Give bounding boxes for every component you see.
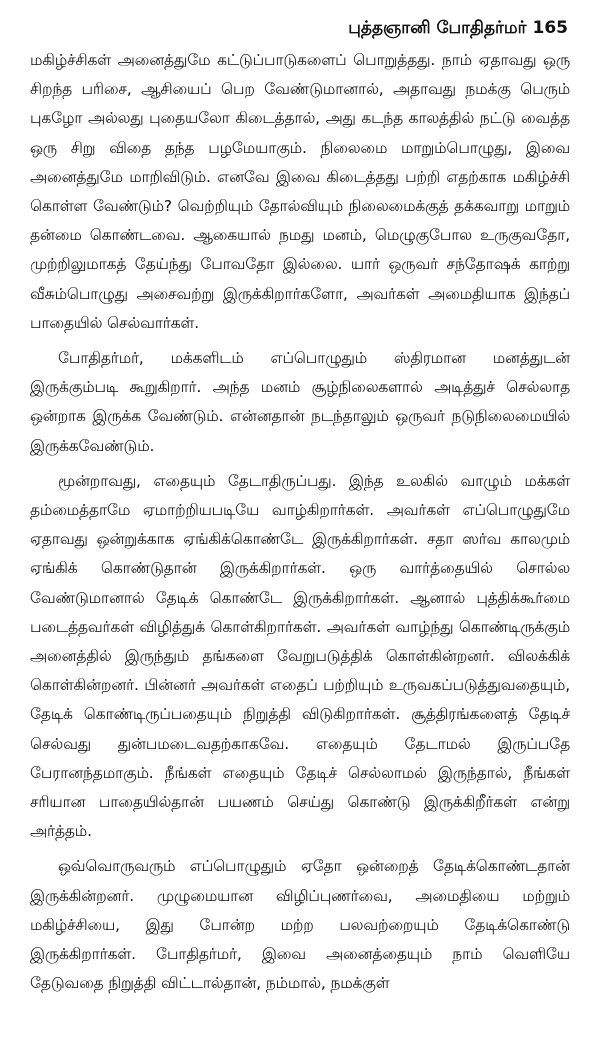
paragraph-1: மகிழ்ச்சிகள் அனைத்துமே கட்டுப்பாடுகளைப் பொறுத்தது. நாம் ஏதாவது ஒரு சிறந்த பரிசை, ஆசியைப் பெற வேண்டுமானால், அதாவது நமக்கு பெரும் புகழோ அல்லது புதையலோ கிடைத்தால், அது கடந்த காலத்தில் நட்டு வைத்த ஒரு சிறு விதை தந்த பழமேயாகும். நிலைமை மாறும்பொழுது, இவை அனைத்துமே மாறிவிடும். எனவே இவை கிடைத்தது பற்றி எதற்காக மகிழ்ச்சி கொள்ள வேண்டும்? வெற்றியும் தோல்வியும் நிலைமைக்குத் தக்கவாறு மாறும் தன்மை கொண்டவை. ஆகையால் நமது மனம், மெழுகுபோல உருகுவதோ, முற்றிலுமாகத் தேய்ந்து போவதோ இல்லை. யார் ஒருவர் சந்தோஷக் காற்று வீசும்பொழுது அசைவற்று இருக்கிறார்களோ, அவர்கள் அமைதியாக இந்தப் பாதையில் செல்வார்கள். xyxy=(30,51,570,332)
paragraph-4: ஒவ்வொருவரும் எப்பொழுதும் ஏதோ ஒன்றைத் தேடிக்கொண்டதான் இருக்கின்றனர். முழுமையான விழிப்புணர்வை, அமைதியை மற்றும் மகிழ்ச்சியை, இது போன்ற மற்ற பலவற்றையும் தேடிக்கொண்டு இருக்கிறார்கள். போதிதர்மர், இவை அனைத்தையும் நாம் வெளியே தேடுவதை நிறுத்தி விட்டால்தான், நம்மால், நமக்குள் xyxy=(30,857,570,993)
body-text xyxy=(30,46,570,999)
paragraph-3: மூன்றாவது, எதையும் தேடாதிருப்பது. இந்த உலகில் வாழும் மக்கள் தம்மைத்தாமே ஏமாற்றியபடியே வாழ்கிறார்கள். அவர்கள் எப்பொழுதுமே ஏதாவது ஒன்றுக்காக ஏங்கிக்கொண்டே இருக்கிறார்கள். சதா ஸர்வ காலமும் ஏங்கிக் கொண்டுதான் இருக்கிறார்கள். ஒரு வார்த்தையில் சொல்ல வேண்டுமானால் தேடிக் கொண்டே இருக்கிறார்கள். ஆனால் புத்திக்கூர்மை படைத்தவர்கள் விழித்துக் கொள்கிறார்கள். அவர்கள் வாழ்ந்து கொண்டிருக்கும் அனைத்தில் இருந்தும் தங்களை வேறுபடுத்திக் கொள்கின்றனர். விலக்கிக் கொள்கின்றனர். பின்னர் அவர்கள் எதைப் பற்றியும் உருவகப்படுத்துவதையும், தேடிக் கொண்டிருப்பதையும் நிறுத்தி விடுகிறார்கள். சூத்திரங்களைத் தேடிச் செல்வது துன்பமடைவதற்காகவே. எதையும் தேடாமல் இருப்பதே பேரானந்தமாகும். நீங்கள் எதையும் தேடிச் செல்லாமல் இருந்தால், நீங்கள் சரியான பாதையில்தான் பயணம் செய்து கொண்டு இருக்கிறீர்கள் என்று அர்த்தம். xyxy=(30,471,570,841)
page-number: 165 xyxy=(532,18,568,38)
paragraph-2: போதிதர்மர், மக்களிடம் எப்பொழுதும் ஸ்திரமான மனத்துடன் இருக்கும்படி கூறுகிறார். அந்த மனம் சூழ்நிலைகளால் அடித்துச் செல்லாத ஒன்றாக இருக்க வேண்டும். என்னதான் நடந்தாலும் ஒருவர் நடுநிலைமையில் இருக்கவேண்டும். xyxy=(30,349,570,455)
book-title: புத்தஞானி போதிதர்மர் xyxy=(348,18,527,38)
running-header xyxy=(30,14,570,46)
